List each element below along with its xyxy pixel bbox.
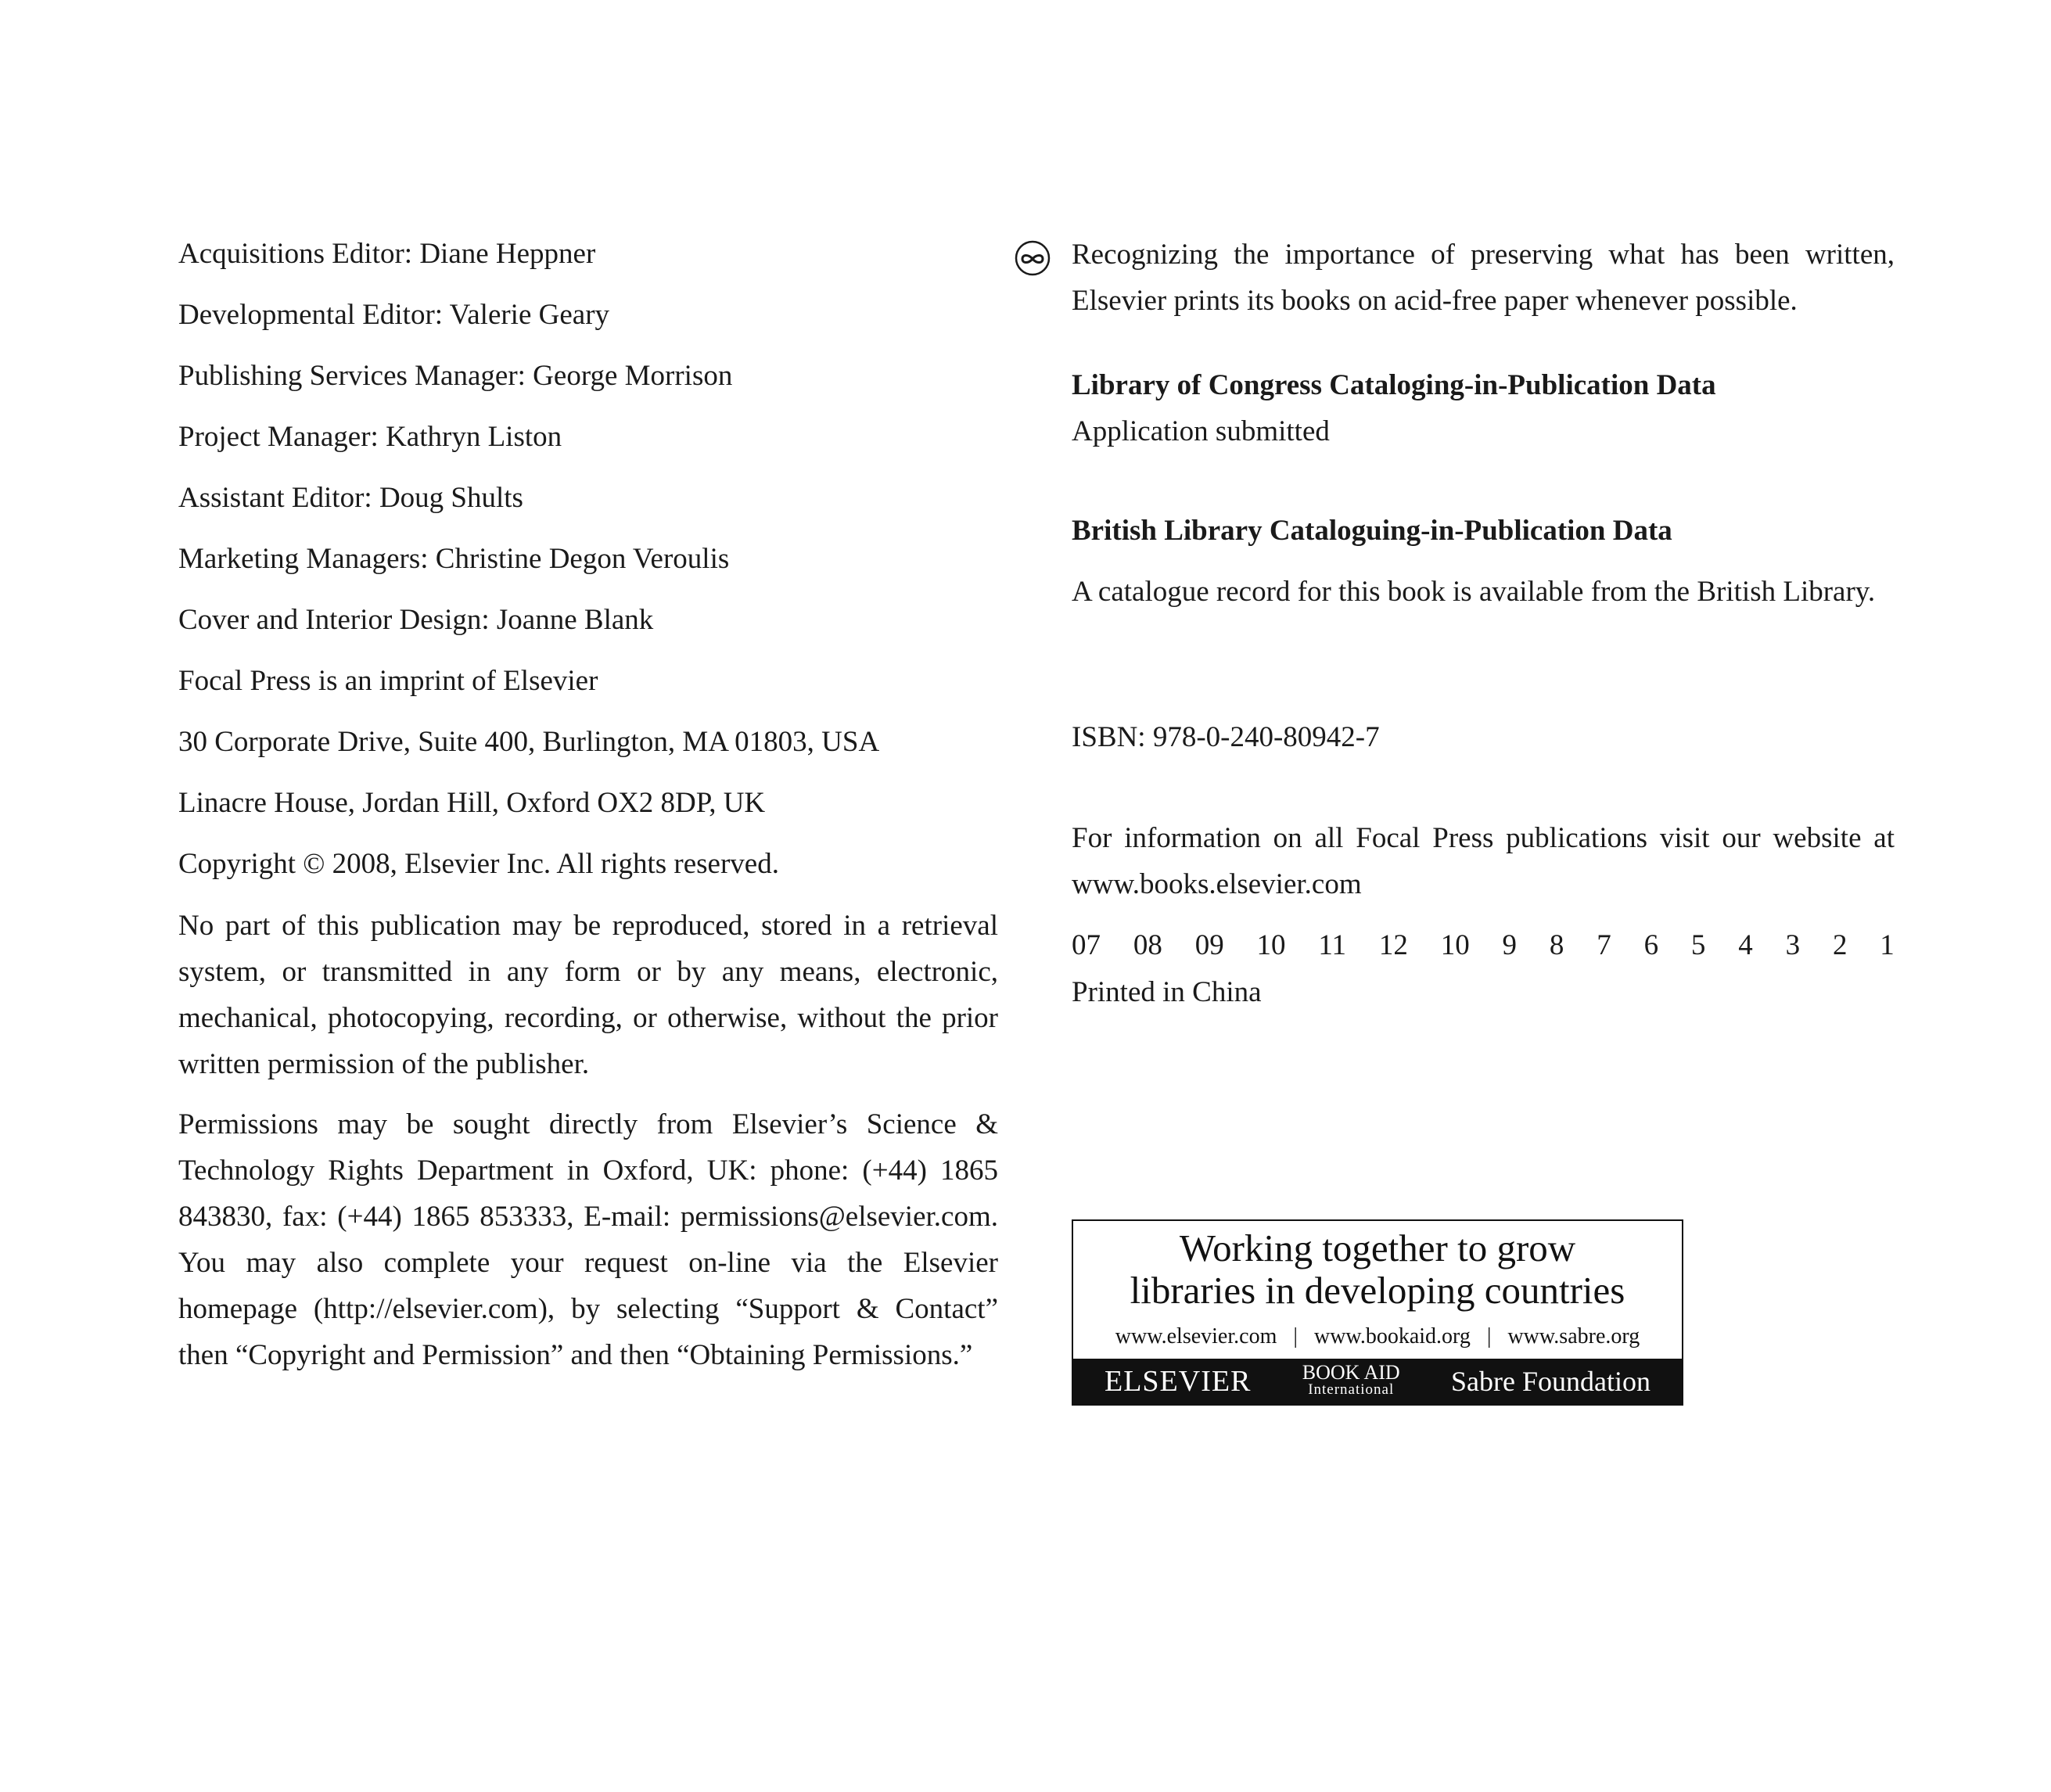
book-aid-tagline	[1073, 1227, 1682, 1312]
sabre-logo: Sabre Foundation	[1451, 1366, 1650, 1397]
no-part-paragraph: No part of this publication may be reproduced, stored in a retrieval system, or transmitted in any form or by any means, electronic, mechanical, photocopying, recording, or otherwise, without the prior written permission of the publisher.	[178, 910, 998, 1080]
printing-numbers	[1072, 922, 1895, 968]
book-aid-urls	[1073, 1324, 1682, 1349]
imprint-statement: Focal Press is an imprint of Elsevier	[178, 665, 598, 697]
credit-publishing-services-manager: Publishing Services Manager: George Morrison	[178, 360, 733, 392]
uk-address: Linacre House, Jordan Hill, Oxford OX2 8DP, UK	[178, 787, 766, 819]
credit-project-manager: Project Manager: Kathryn Liston	[178, 421, 562, 453]
credit-cover-design: Cover and Interior Design: Joanne Blank	[178, 604, 654, 636]
url-bookaid[interactable]: www.bookaid.org	[1313, 1324, 1471, 1348]
elsevier-logo: ELSEVIER	[1105, 1365, 1252, 1398]
print-number: 7	[1597, 929, 1611, 961]
url-separator: |	[1293, 1324, 1298, 1348]
print-number: 5	[1690, 929, 1706, 961]
print-number: 3	[1785, 929, 1801, 961]
infinity-icon	[1014, 239, 1051, 277]
bl-heading: British Library Cataloguing-in-Publication Data	[1072, 515, 1672, 547]
url-sabre[interactable]: www.sabre.org	[1507, 1324, 1640, 1348]
credit-marketing-managers: Marketing Managers: Christine Degon Veroulis	[178, 543, 730, 575]
tagline-line-2: libraries in developing countries	[1130, 1269, 1625, 1312]
loc-text: Application submitted	[1072, 415, 1330, 447]
print-number: 4	[1738, 929, 1753, 961]
print-number: 9	[1502, 929, 1518, 961]
website-info: For information on all Focal Press publications visit our website at www.books.elsevier.com	[1072, 822, 1895, 900]
print-number: 8	[1549, 929, 1564, 961]
acid-free-statement: Recognizing the importance of preserving what has been written, Elsevier prints its books on acid-free paper whenever possible.	[1072, 239, 1895, 317]
isbn: ISBN: 978-0-240-80942-7	[1072, 721, 1380, 753]
bookaid-logo-top: BOOK AID	[1302, 1361, 1400, 1384]
permissions-paragraph: Permissions may be sought directly from Elsevier’s Science & Technology Rights Department in Oxford, UK: phone: (+44) 1865 843830, fax: (+44) 1865 853333, E-mail: permissions@elsevier.com. You may also complete your request on-line via the Elsevier homepage (http://elsevier.com), by selecting “Support & Contact” then “Copyright and Permission” and then “Obtaining Permissions.”	[178, 1108, 998, 1371]
copyright-line: Copyright © 2008, Elsevier Inc. All rights reserved.	[178, 848, 779, 880]
print-number: 10	[1440, 929, 1470, 961]
credit-acquisitions-editor: Acquisitions Editor: Diane Heppner	[178, 238, 596, 270]
year-number: 11	[1318, 929, 1347, 961]
url-elsevier[interactable]: www.elsevier.com	[1115, 1324, 1277, 1348]
tagline-line-1: Working together to grow	[1179, 1226, 1576, 1269]
credit-assistant-editor: Assistant Editor: Doug Shults	[178, 482, 523, 514]
print-number: 2	[1832, 929, 1848, 961]
left-column	[178, 232, 998, 1392]
year-number: 12	[1378, 929, 1408, 961]
book-aid-box	[1072, 1219, 1683, 1406]
sponsor-logo-bar	[1073, 1359, 1682, 1404]
print-number: 6	[1643, 929, 1659, 961]
year-number: 09	[1194, 929, 1224, 961]
year-number: 07	[1072, 929, 1101, 961]
bookaid-logo	[1302, 1361, 1400, 1399]
printed-in: Printed in China	[1072, 976, 1262, 1008]
print-number: 1	[1880, 929, 1895, 961]
bookaid-logo-bottom: International	[1308, 1381, 1395, 1398]
url-separator: |	[1486, 1324, 1492, 1348]
credit-developmental-editor: Developmental Editor: Valerie Geary	[178, 299, 610, 331]
loc-heading: Library of Congress Cataloging-in-Publication Data	[1072, 369, 1716, 401]
us-address: 30 Corporate Drive, Suite 400, Burlington, MA 01803, USA	[178, 726, 880, 758]
year-number: 10	[1256, 929, 1286, 961]
year-number: 08	[1133, 929, 1162, 961]
bl-text: A catalogue record for this book is available from the British Library.	[1072, 576, 1876, 608]
